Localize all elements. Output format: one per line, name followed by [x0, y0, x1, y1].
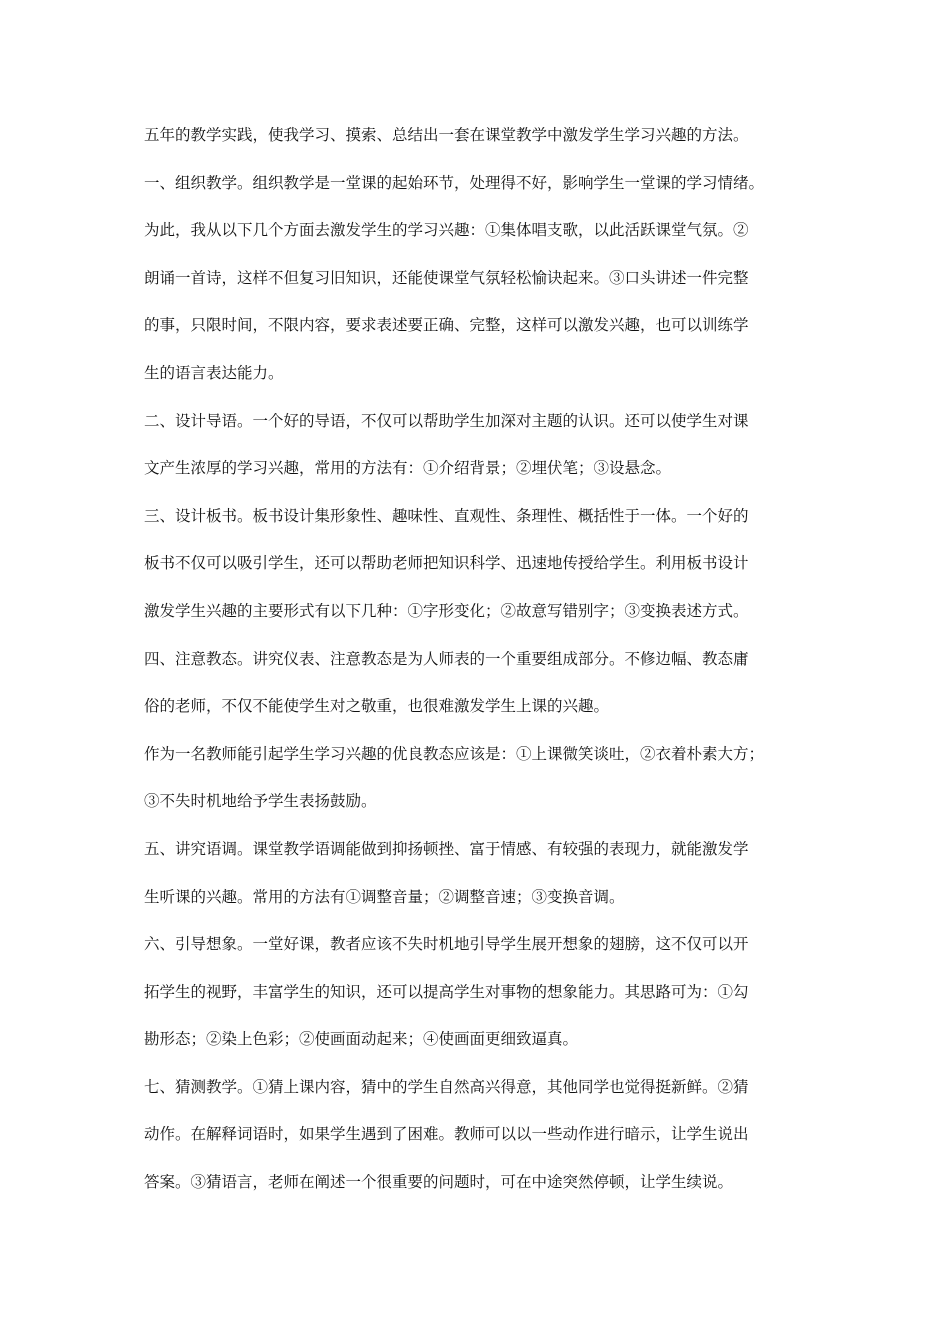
text-line: 文产生浓厚的学习兴趣，常用的方法有：①介绍背景；②埋伏笔；③设悬念。 — [144, 459, 672, 478]
text-line: 七、猜测教学。①猜上课内容，猜中的学生自然高兴得意，其他同学也觉得挺新鲜。②猜 — [144, 1077, 749, 1096]
body-text — [144, 120, 814, 1215]
text-line: 五、讲究语调。课堂教学语调能做到抑扬顿挫、富于情感、有较强的表现力，就能激发学 — [144, 839, 749, 858]
text-line: 二、设计导语。一个好的导语，不仅可以帮助学生加深对主题的认识。还可以使学生对课 — [144, 411, 749, 430]
text-line: 俗的老师，不仅不能使学生对之敬重，也很难激发学生上课的兴趣。 — [144, 697, 610, 716]
text-line: 板书不仅可以吸引学生，还可以帮助老师把知识科学、迅速地传授给学生。利用板书设计 — [144, 554, 749, 573]
text-line: 为此，我从以下几个方面去激发学生的学习兴趣：①集体唱支歌，以此活跃课堂气氛。② — [144, 221, 749, 240]
text-line: 拓学生的视野，丰富学生的知识，还可以提高学生对事物的想象能力。其思路可为：①勾 — [144, 982, 749, 1001]
text-line: 作为一名教师能引起学生学习兴趣的优良教态应该是：①上课微笑谈吐，②衣着朴素大方； — [144, 744, 765, 763]
text-line: 四、注意教态。讲究仪表、注意教态是为人师表的一个重要组成部分。不修边幅、教态庸 — [144, 649, 749, 668]
text-line: 激发学生兴趣的主要形式有以下几种：①字形变化；②故意写错别字；③变换表述方式。 — [144, 601, 749, 620]
text-line: 朗诵一首诗，这样不但复习旧知识，还能使课堂气氛轻松愉诀起来。③口头讲述一件完整 — [144, 268, 749, 287]
text-line: 动作。在解释词语时，如果学生遇到了困难。教师可以以一些动作进行暗示，让学生说出 — [144, 1125, 749, 1144]
text-line: 答案。③猜语言，老师在阐述一个很重要的问题时，可在中途突然停顿，让学生续说。 — [144, 1173, 734, 1192]
text-line: 五年的教学实践，使我学习、摸索、总结出一套在课堂教学中激发学生学习兴趣的方法。 — [144, 126, 749, 144]
text-line: ③不失时机地给予学生表扬鼓励。 — [144, 792, 377, 811]
text-line: 勘形态；②染上色彩；②使画面动起来；④使画面更细致逼真。 — [144, 1030, 579, 1049]
text-line: 生的语言表达能力。 — [144, 363, 284, 382]
text-line: 的事，只限时间，不限内容，要求表述要正确、完整，这样可以激发兴趣，也可以训练学 — [144, 316, 749, 335]
text-line: 六、引导想象。一堂好课，教者应该不失时机地引导学生展开想象的翅膀，这不仅可以开 — [144, 935, 749, 954]
text-line: 一、组织教学。组织教学是一堂课的起始环节，处理得不好，影响学生一堂课的学习情绪。 — [144, 173, 765, 192]
text-line: 三、设计板书。板书设计集形象性、趣味性、直观性、条理性、概括性于一体。一个好的 — [144, 506, 749, 525]
text-line: 生听课的兴趣。常用的方法有①调整音量；②调整音速；③变换音调。 — [144, 887, 625, 906]
